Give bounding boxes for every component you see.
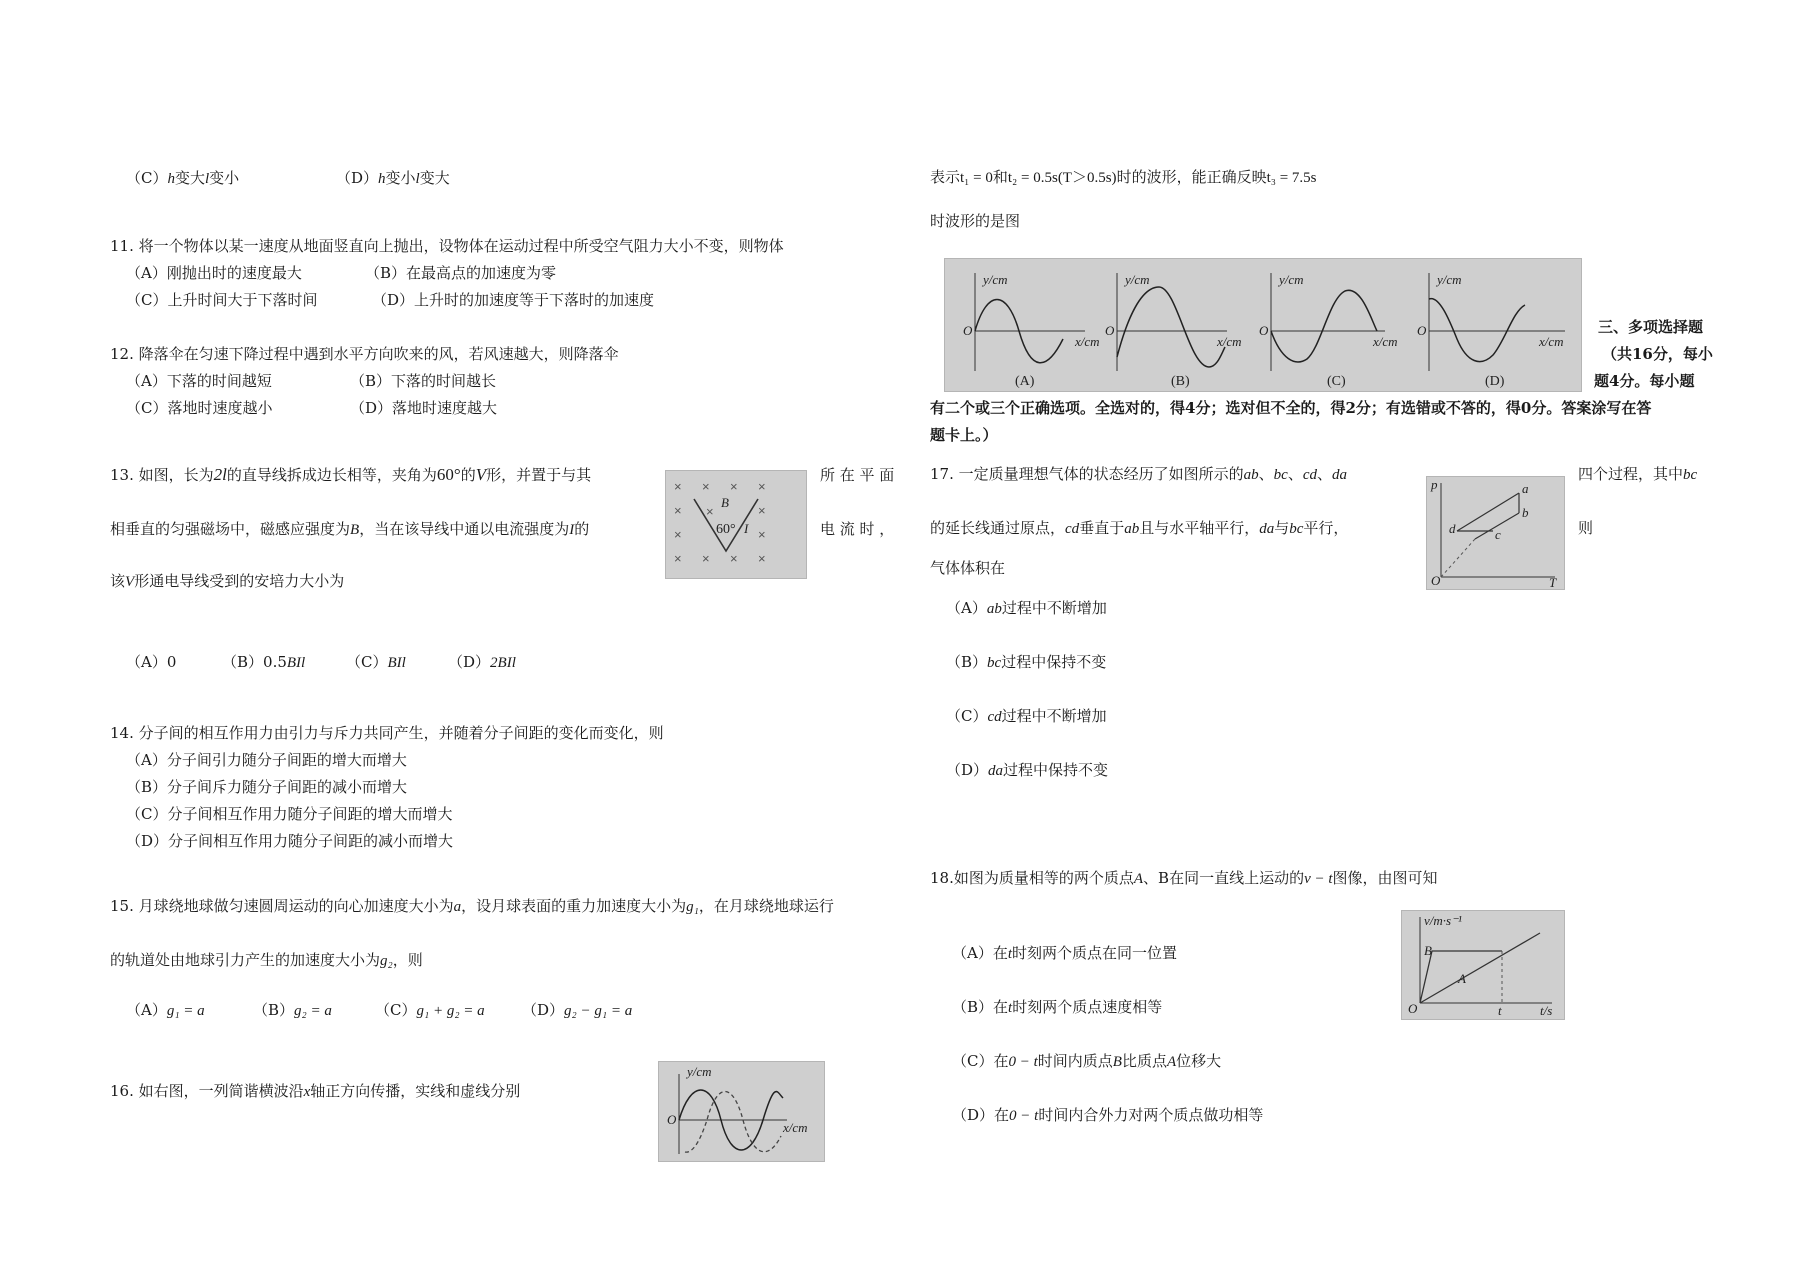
option-d: （D）在0 − t时间内合外力对两个质点做功相等 (952, 1106, 1264, 1124)
svg-text:y/cm: y/cm (983, 272, 1008, 287)
dashed-wave (685, 1092, 781, 1153)
wave-graph-a (963, 272, 1100, 389)
svg-text:×: × (674, 551, 682, 566)
origin-label: O (667, 1112, 677, 1127)
wave-options-figure (944, 258, 1582, 392)
option-d: （D）g₂ − g₁ = a (522, 1001, 633, 1019)
svg-text:y/cm: y/cm (1279, 272, 1304, 287)
svg-text:O: O (1408, 1001, 1418, 1016)
svg-text:×: × (702, 551, 710, 566)
svg-text:y/cm: y/cm (1437, 272, 1462, 287)
option-c: （C）cd过程中不断增加 (946, 707, 1107, 725)
svg-text:c: c (1495, 527, 1501, 542)
option-c: （C）落地时速度越小 (126, 399, 273, 417)
svg-text:×: × (758, 527, 766, 542)
option-a: （A）刚抛出时的速度最大 (126, 264, 302, 282)
question-stem-line-1: 15. 月球绕地球做匀速圆周运动的向心加速度大小为a，设月球表面的重力加速度大小为g₁，在月球绕地球运行 (110, 897, 834, 915)
section-title: 三、多项选择题 (1598, 318, 1704, 336)
svg-text:O: O (1105, 323, 1115, 338)
svg-text:x/cm: x/cm (1539, 334, 1564, 349)
section-instructions-line-2: 题4分。每小题 (1594, 372, 1695, 390)
option-c: （C）BIl (346, 653, 406, 671)
option-a: （A）0 (126, 653, 177, 671)
option-d: （D）2BIl (448, 653, 516, 671)
option-c: （C）h变大l变小 (126, 169, 240, 187)
svg-text:×: × (730, 479, 738, 494)
svg-text:O: O (1417, 323, 1427, 338)
svg-text:d: d (1449, 521, 1456, 536)
svg-text:×: × (706, 504, 714, 519)
svg-text:×: × (674, 503, 682, 518)
svg-text:×: × (730, 551, 738, 566)
magnetic-field-figure (665, 470, 807, 579)
option-c: （C）在0 − t时间内质点B比质点A位移大 (952, 1052, 1222, 1070)
question-stem-line-2: 的轨道处由地球引力产生的加速度大小为g₂，则 (110, 951, 423, 969)
svg-text:×: × (702, 479, 710, 494)
option-d: （D）落地时速度越大 (350, 399, 498, 417)
svg-text:y/cm: y/cm (1125, 272, 1150, 287)
svg-text:×: × (758, 479, 766, 494)
option-a: （A）g₁ = a (126, 1001, 205, 1019)
svg-text:p: p (1431, 477, 1438, 492)
question-stem-line-1: 13. 如图，长为2l的直导线拆成边长相等，夹角为60°的V形，并置于与其 (110, 465, 592, 484)
question-stem-line-3: 气体体积在 (930, 559, 1006, 577)
question-stem: 16. 如右图，一列简谐横波沿x轴正方向传播，实线和虚线分别 (110, 1082, 521, 1100)
option-d: （D）分子间相互作用力随分子间距的减小而增大 (126, 832, 454, 850)
pt-graph-figure (1426, 476, 1565, 590)
svg-text:A: A (1458, 971, 1466, 986)
svg-text:×: × (674, 479, 682, 494)
question-stem: 11. 将一个物体以某一速度从地面竖直向上抛出，设物体在运动过程中所受空气阻力大小不变，则物体 (110, 237, 784, 255)
question-stem-right-1: 所 在 平 面 (820, 466, 895, 484)
svg-text:O: O (1259, 323, 1269, 338)
caption-a: (A) (1015, 374, 1035, 389)
field-label-b: B (721, 495, 729, 510)
vt-graph-figure (1401, 910, 1565, 1020)
question-stem-line-1: 17. 一定质量理想气体的状态经历了如图所示的ab、bc、cd、da (930, 465, 1348, 483)
svg-text:x/cm: x/cm (1075, 334, 1100, 349)
y-axis-label: y/cm (687, 1064, 712, 1079)
option-b: （B）在最高点的加速度为零 (365, 264, 557, 282)
section-instructions-line-4: 题卡上。） (930, 426, 998, 444)
option-d: （D）da过程中保持不变 (946, 761, 1109, 779)
question-stem: 18.如图为质量相等的两个质点A、B在同一直线上运动的v − t图像，由图可知 (930, 869, 1438, 887)
option-a: （A）下落的时间越短 (126, 372, 272, 390)
option-a: （A）在t时刻两个质点在同一位置 (952, 944, 1178, 962)
wave-graph-b (1105, 272, 1242, 389)
wave-graph-d (1417, 272, 1565, 389)
current-label: I (744, 521, 749, 536)
option-b: （B）下落的时间越长 (350, 372, 497, 390)
line-da (1457, 493, 1519, 531)
line-a (1420, 933, 1540, 1003)
svg-text:v/m·s⁻¹: v/m·s⁻¹ (1424, 913, 1462, 928)
option-c: （C）上升时间大于下落时间 (126, 291, 318, 309)
angle-label: 60° (716, 522, 736, 537)
option-b: （B）0.5BIl (222, 653, 306, 671)
section-instructions-line-1: （共16分，每小 (1602, 345, 1713, 363)
svg-text:O: O (1431, 573, 1441, 588)
option-b: （B）分子间斥力随分子间距的减小而增大 (126, 778, 408, 796)
svg-text:x/cm: x/cm (1373, 334, 1398, 349)
question-stem-right-2: 则 (1578, 519, 1594, 537)
question-stem-line-1: 表示t₁ = 0和t₂ = 0.5s(T＞0.5s)时的波形，能正确反映t₃ = 7.5s (930, 168, 1317, 186)
option-b: （B）g₂ = a (253, 1001, 332, 1019)
question-stem-line-2: 相垂直的匀强磁场中，磁感应强度为B，当在该导线中通以电流强度为I的 (110, 520, 590, 538)
svg-text:×: × (758, 503, 766, 518)
svg-text:t/s: t/s (1540, 1003, 1553, 1018)
question-stem: 12. 降落伞在匀速下降过程中遇到水平方向吹来的风，若风速越大，则降落伞 (110, 345, 619, 363)
option-d: （D）h变小l变大 (336, 169, 450, 187)
option-d: （D）上升时的加速度等于下落时的加速度 (372, 291, 655, 309)
svg-text:×: × (758, 551, 766, 566)
option-b: （B）bc过程中保持不变 (946, 653, 1107, 671)
svg-text:b: b (1522, 505, 1529, 520)
svg-text:×: × (674, 527, 682, 542)
option-c: （C）g₁ + g₂ = a (375, 1001, 485, 1019)
caption-b: (B) (1171, 374, 1190, 389)
svg-text:x/cm: x/cm (1217, 334, 1242, 349)
question-stem-line-2: 的延长线通过原点，cd垂直于ab且与水平轴平行，da与bc平行， (930, 519, 1349, 537)
option-b: （B）在t时刻两个质点速度相等 (952, 998, 1163, 1016)
section-instructions-line-3: 有二个或三个正确选项。全选对的，得4分；选对但不全的，得2分；有选错或不答的，得0分。答案涂写在答 (930, 399, 1652, 417)
x-axis-label: x/cm (783, 1120, 808, 1135)
question-stem-right-1: 四个过程，其中bc (1578, 465, 1698, 483)
caption-c: (C) (1327, 374, 1346, 389)
svg-text:t: t (1498, 1003, 1502, 1018)
caption-d: (D) (1485, 374, 1505, 389)
svg-text:B: B (1424, 943, 1432, 958)
wave-figure (658, 1061, 825, 1162)
question-stem-right-2: 电 流 时 ， (820, 520, 895, 538)
svg-text:O: O (963, 323, 973, 338)
question-stem-line-2: 时波形的是图 (930, 212, 1021, 230)
question-stem: 14. 分子间的相互作用力由引力与斥力共同产生，并随着分子间距的变化而变化，则 (110, 724, 664, 742)
svg-text:a: a (1522, 481, 1529, 496)
option-a: （A）分子间引力随分子间距的增大而增大 (126, 751, 407, 769)
question-stem-line-3: 该V形通电导线受到的安培力大小为 (110, 572, 345, 590)
option-a: （A）ab过程中不断增加 (946, 599, 1107, 617)
wave-graph-c (1259, 272, 1398, 389)
svg-text:T: T (1549, 575, 1557, 589)
option-c: （C）分子间相互作用力随分子间距的增大而增大 (126, 805, 453, 823)
